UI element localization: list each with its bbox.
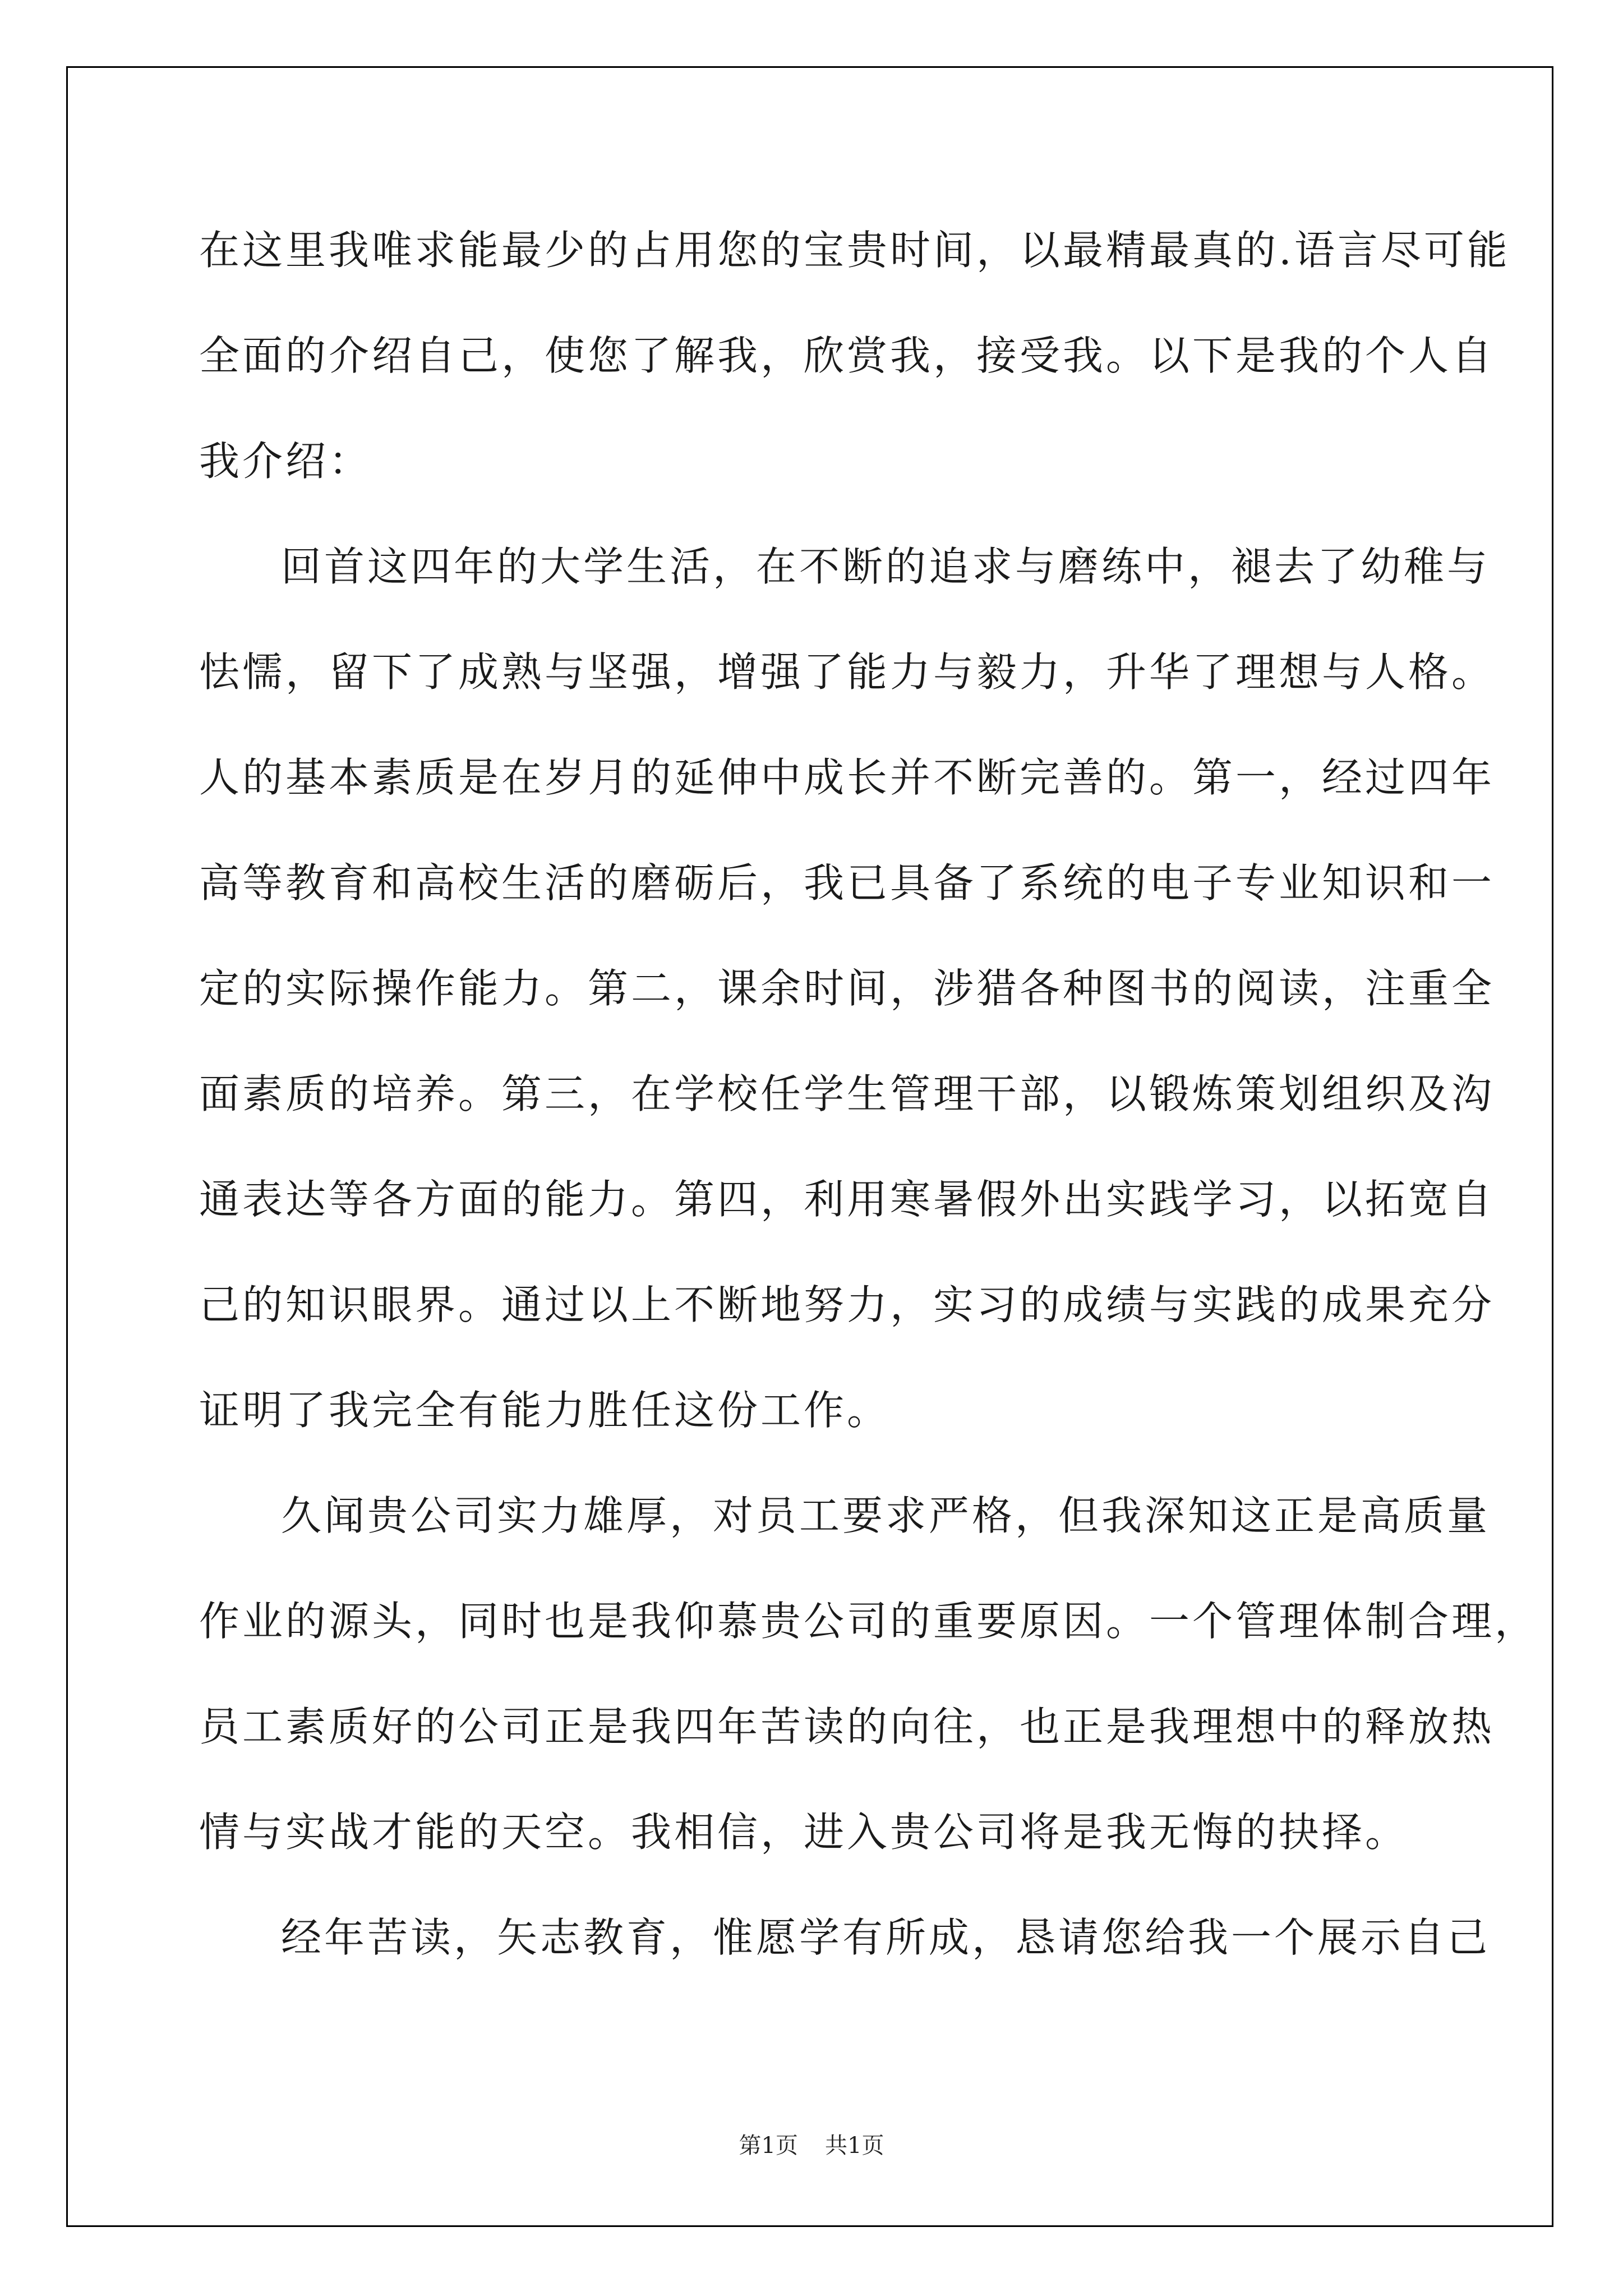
text-line: 己的知识眼界。通过以上不断地努力，实习的成绩与实践的成果充分 (199, 1281, 1495, 1328)
text-line: 我介绍： (199, 438, 372, 485)
text-line: 怯懦，留下了成熟与坚强，增强了能力与毅力，升华了理想与人格。 (199, 648, 1495, 696)
text-line: 定的实际操作能力。第二，课余时间，涉猎各种图书的阅读，注重全 (199, 965, 1495, 1012)
document-body (199, 217, 1538, 2009)
text-line: 情与实战才能的天空。我相信，进入贵公司将是我无悔的抉择。 (199, 1809, 1409, 1856)
text-line: 回首这四年的大学生活，在不断的追求与磨练中，褪去了幼稚与 (281, 543, 1491, 590)
text-line: 证明了我完全有能力胜任这份工作。 (199, 1387, 891, 1434)
text-line: 面素质的培养。第三，在学校任学生管理干部，以锻炼策划组织及沟 (199, 1070, 1495, 1117)
text-line: 在这里我唯求能最少的占用您的宝贵时间，以最精最真的.语言尽可能 (199, 227, 1510, 274)
page-footer (0, 2132, 1623, 2160)
text-line: 员工素质好的公司正是我四年苦读的向往，也正是我理想中的释放热 (199, 1703, 1495, 1750)
text-line: 作业的源头，同时也是我仰慕贵公司的重要原因。一个管理体制合理， (199, 1598, 1538, 1645)
text-line: 经年苦读，矢志教育，惟愿学有所成，恳请您给我一个展示自己 (281, 1914, 1491, 1961)
page-number-current: 第1页 (739, 2133, 798, 2159)
text-line: 人的基本素质是在岁月的延伸中成长并不断完善的。第一，经过四年 (199, 754, 1495, 801)
text-line: 通表达等各方面的能力。第四，利用寒暑假外出实践学习，以拓宽自 (199, 1176, 1495, 1223)
text-line: 久闻贵公司实力雄厚，对员工要求严格，但我深知这正是高质量 (281, 1492, 1491, 1539)
text-line: 高等教育和高校生活的磨砺后，我已具备了系统的电子专业知识和一 (199, 859, 1495, 907)
page-number-total: 共1页 (825, 2133, 884, 2159)
text-line: 全面的介绍自己，使您了解我，欣赏我，接受我。以下是我的个人自 (199, 332, 1495, 379)
